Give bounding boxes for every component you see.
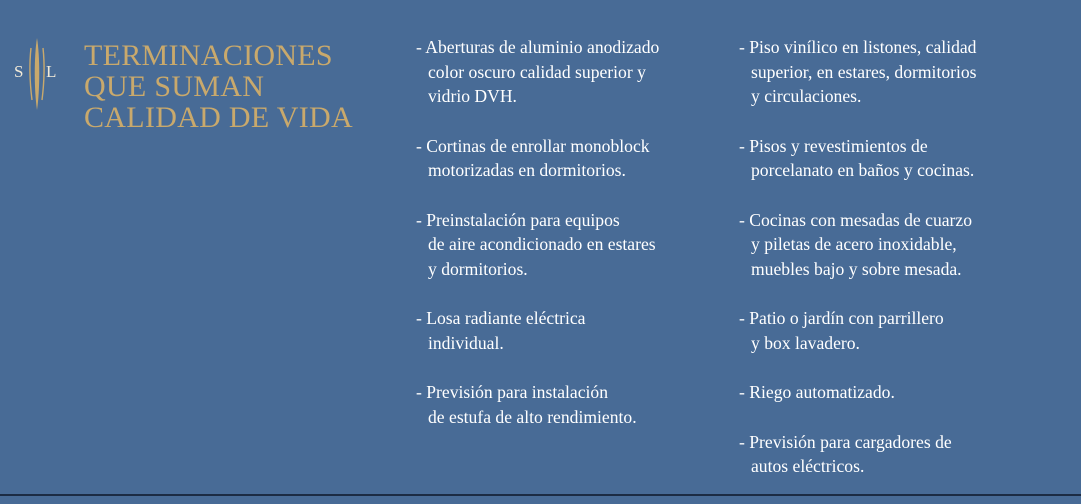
- feature-item-aberturas: [416, 35, 736, 109]
- feature-item-porcelanato: [739, 134, 1069, 183]
- feature-item-patio: [739, 306, 1069, 355]
- feature-line: porcelanato en baños y cocinas.: [751, 160, 975, 180]
- feature-line: color oscuro calidad superior y: [428, 61, 646, 82]
- feature-item-cocinas: [739, 208, 1069, 282]
- feature-line: - Previsión para cargadores de: [739, 431, 952, 452]
- feature-line: - Aberturas de aluminio anodizado: [416, 37, 660, 57]
- logo-letter-s: S: [14, 62, 24, 81]
- title-line: QUE SUMAN: [84, 70, 265, 103]
- feature-line: - Cortinas de enrollar monoblock: [416, 135, 650, 156]
- feature-line: de aire acondicionado en estares: [428, 234, 656, 254]
- feature-line: y dormitorios.: [428, 258, 528, 279]
- features-list-right: [739, 35, 1069, 504]
- feature-line: y circulaciones.: [751, 86, 862, 106]
- feature-item-riego: [739, 380, 1069, 405]
- feature-line: - Pisos y revestimientos de: [739, 135, 928, 156]
- title-line: TERMINACIONES: [84, 39, 333, 72]
- feature-line: - Preinstalación para equipos: [416, 209, 620, 230]
- brand-logo: [10, 38, 66, 110]
- logo-letter-l: L: [46, 62, 57, 81]
- feature-item-cortinas: [416, 134, 736, 183]
- feature-line: de estufa de alto rendimiento.: [428, 406, 637, 427]
- feature-line: - Cocinas con mesadas de cuarzo: [739, 209, 973, 230]
- title-line: CALIDAD DE VIDA: [84, 101, 353, 134]
- feature-line: autos eléctricos.: [751, 456, 865, 476]
- feature-line: - Losa radiante eléctrica: [416, 308, 586, 328]
- feature-line: - Previsión para instalación: [416, 382, 609, 402]
- feature-line: individual.: [428, 332, 504, 353]
- feature-line: vidrio DVH.: [428, 86, 517, 106]
- feature-item-estufa: [416, 380, 736, 429]
- feature-line: y piletas de acero inoxidable,: [751, 234, 957, 254]
- feature-line: - Riego automatizado.: [739, 382, 895, 402]
- feature-line: muebles bajo y sobre mesada.: [751, 258, 962, 279]
- features-list-left: [416, 35, 736, 454]
- logo-emblem-icon: [27, 38, 47, 110]
- feature-line: motorizadas en dormitorios.: [428, 160, 626, 180]
- feature-item-aire-acondicionado: [416, 208, 736, 282]
- feature-line: superior, en estares, dormitorios: [751, 61, 977, 82]
- feature-line: - Patio o jardín con parrillero: [739, 308, 944, 328]
- feature-item-cargadores: [739, 430, 1069, 479]
- feature-item-piso-vinilico: [739, 35, 1069, 109]
- section-title: [84, 40, 353, 133]
- feature-line: y box lavadero.: [751, 332, 860, 353]
- feature-item-losa-radiante: [416, 306, 736, 355]
- feature-line: - Piso vinílico en listones, calidad: [739, 37, 977, 57]
